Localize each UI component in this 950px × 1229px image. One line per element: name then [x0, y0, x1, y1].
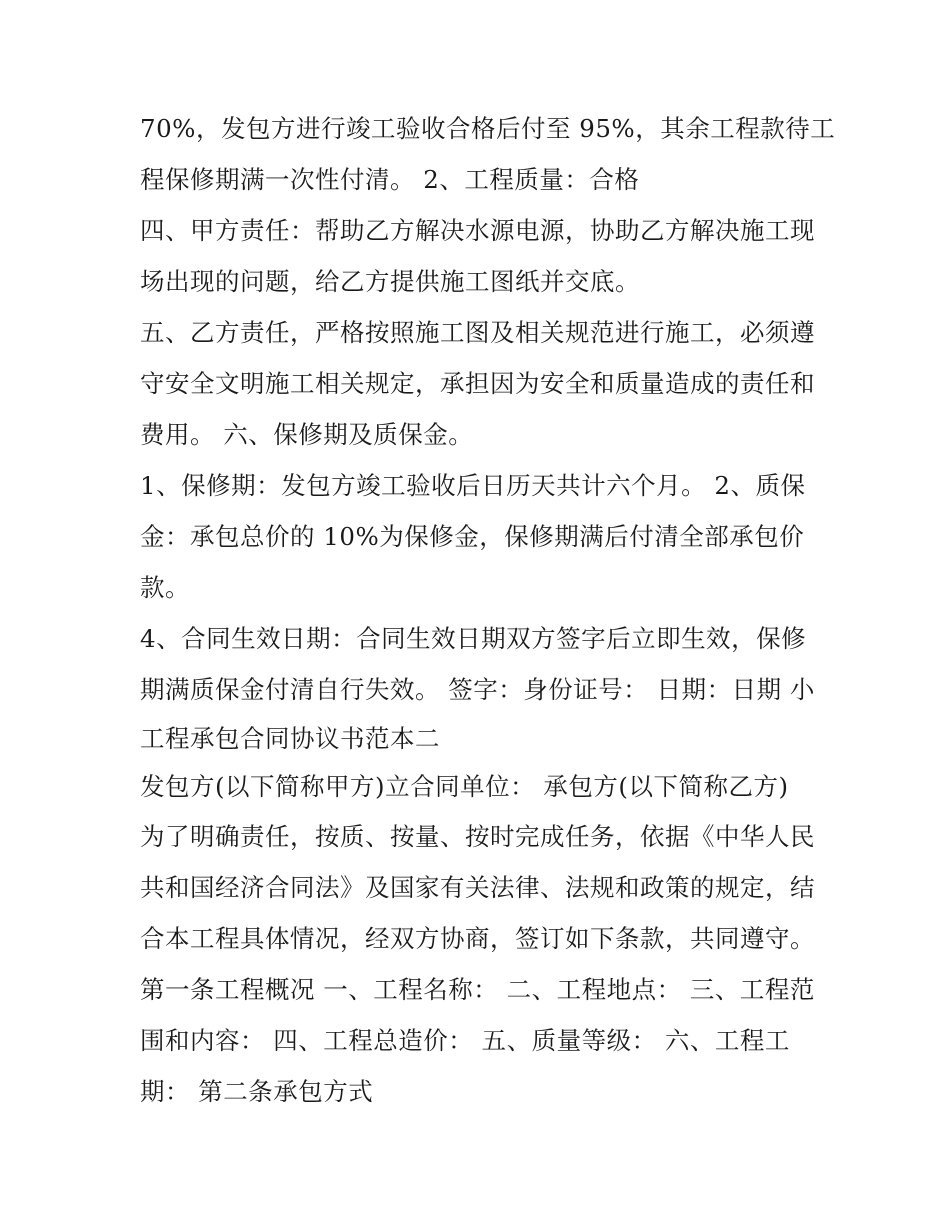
- text-line: 第一条工程概况 一、工程名称： 二、工程地点： 三、工程范: [140, 975, 815, 1004]
- text-line: 1、保修期：发包方竣工验收后日历天共计六个月。 2、质保: [140, 471, 806, 500]
- text-line: 期： 第二条承包方式: [140, 1077, 374, 1106]
- text-line: 费用。 六、保修期及质保金。: [140, 420, 474, 449]
- text-line: 70%，发包方进行竣工验收合格后付至 95%，其余工程款待工: [140, 114, 836, 143]
- text-line: 守安全文明施工相关规定，承担因为安全和质量造成的责任和: [140, 369, 815, 398]
- text-line: 4、合同生效日期：合同生效日期双方签字后立即生效，保修: [140, 624, 807, 653]
- text-line: 四、甲方责任：帮助乙方解决水源电源，协助乙方解决施工现: [140, 216, 815, 245]
- document-body: [140, 103, 836, 1117]
- text-line: 期满质保金付清自行失效。 签字：身份证号： 日期：日期 小: [140, 675, 815, 704]
- text-line: 工程承包合同协议书范本二: [140, 724, 440, 753]
- text-line: 合本工程具体情况，经双方协商，签订如下条款，共同遵守。: [140, 924, 815, 953]
- text-line: 款。: [140, 573, 190, 602]
- text-line: 金：承包总价的 10%为保修金，保修期满后付清全部承包价: [140, 522, 805, 551]
- text-line: 围和内容： 四、工程总造价： 五、质量等级： 六、工程工: [140, 1026, 790, 1055]
- text-line: 五、乙方责任，严格按照施工图及相关规范进行施工，必须遵: [140, 318, 815, 347]
- text-line: 场出现的问题，给乙方提供施工图纸并交底。: [140, 267, 640, 296]
- text-line: 发包方(以下简称甲方)立合同单位： 承包方(以下简称乙方): [140, 772, 789, 801]
- text-line: 程保修期满一次性付清。 2、工程质量：合格: [140, 165, 640, 194]
- text-line: 共和国经济合同法》及国家有关法律、法规和政策的规定，结: [140, 873, 815, 902]
- text-line: 为了明确责任，按质、按量、按时完成任务，依据《中华人民: [140, 822, 815, 851]
